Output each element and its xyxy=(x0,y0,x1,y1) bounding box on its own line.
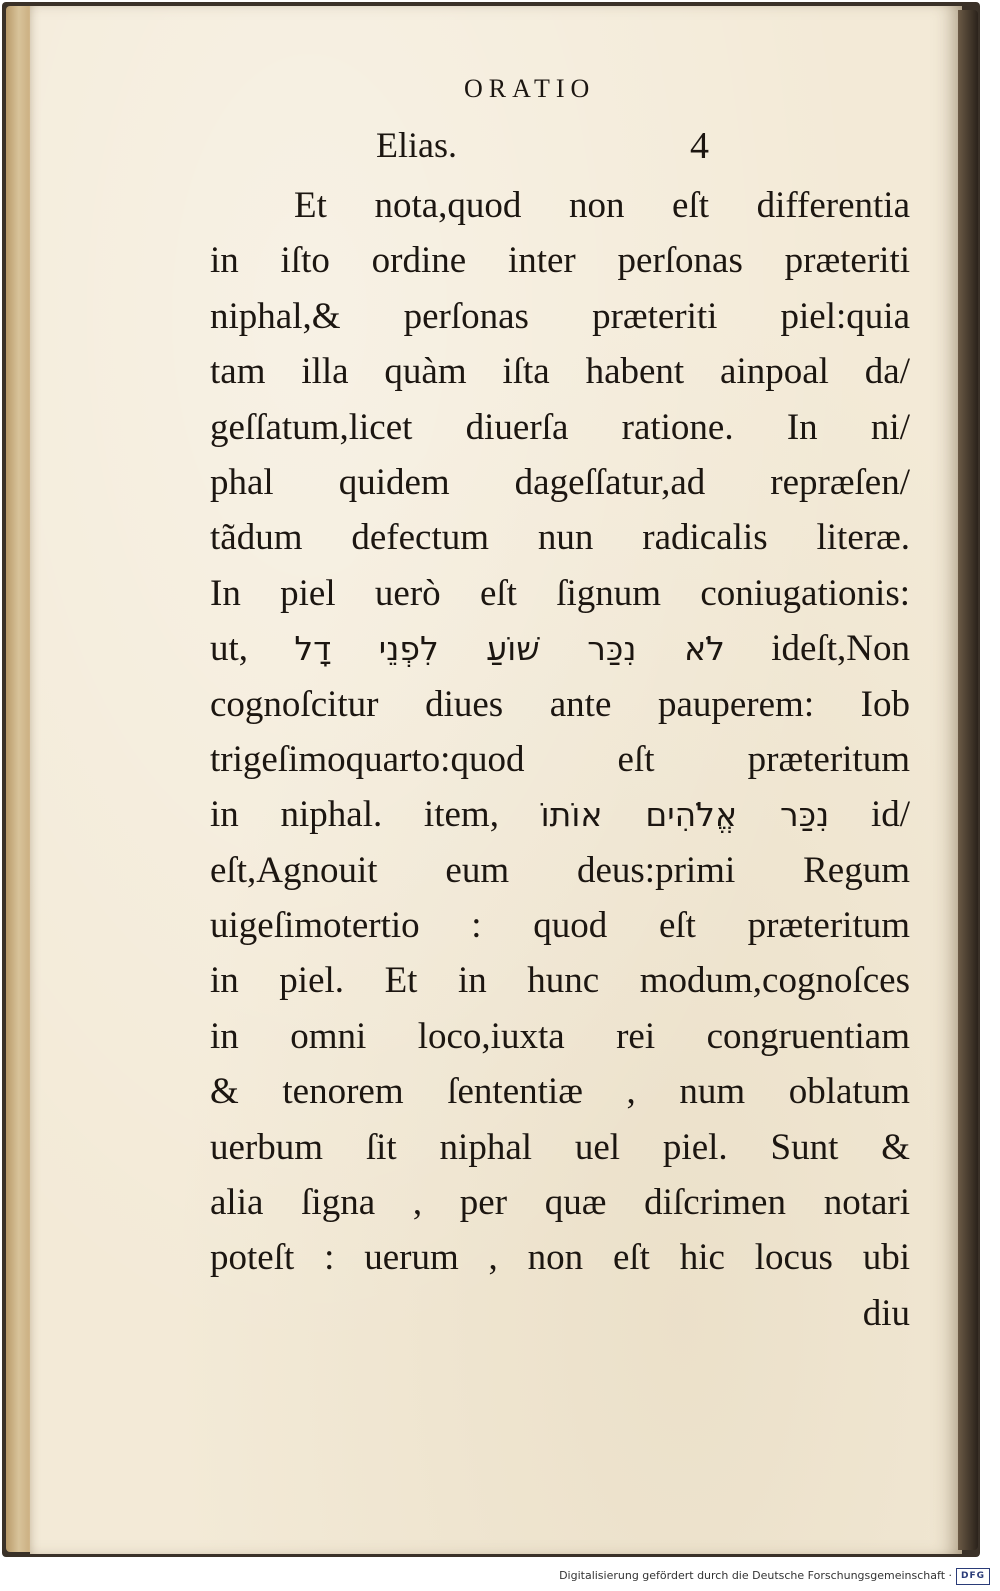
folio-number: 4 xyxy=(690,125,709,167)
text-line: niphal,& perſonas præteriti piel:quia xyxy=(210,295,910,337)
text-after: ideſt,Non xyxy=(771,628,910,670)
text-line: & tenorem ſententiæ , num oblatum xyxy=(210,1071,910,1113)
catchword: diu xyxy=(862,1292,910,1334)
text-line: in piel. Et in hunc modum,cognoſces xyxy=(210,960,910,1002)
text-line: in omni loco,iuxta rei congruentiam xyxy=(210,1015,910,1057)
text-line: in iſto ordine inter perſonas præteriti xyxy=(210,240,910,282)
footer-bar xyxy=(0,1563,1000,1591)
hebrew-quote: לֹא נִכַּר שׁוֹעַ לִפְנֵי דָל xyxy=(294,629,725,669)
text-line: Et nota,quod non eſt differentia xyxy=(294,185,910,226)
text-line: cognoſcitur diues ante pauperem: Iob xyxy=(210,683,910,725)
dfg-logo: DFG xyxy=(956,1568,990,1585)
text-line-hebrew xyxy=(210,621,910,676)
text-line: tãdum defectum nun radicalis literæ. xyxy=(210,517,910,559)
text-line: tam illa quàm iſta habent ainpoal da/ xyxy=(210,351,910,393)
text-after: id/ xyxy=(870,794,910,836)
text-line: eſt,Agnouit eum deus:primi Regum xyxy=(210,849,910,891)
text-before: ut, xyxy=(210,628,249,670)
text-line: uigeſimotertio : quod eſt præteritum xyxy=(210,905,910,947)
text-before: in niphal. item, xyxy=(210,794,499,836)
text-line: In piel uerò eſt ſignum coniugationis: xyxy=(210,572,910,614)
text-line-hebrew xyxy=(210,787,910,842)
text-line: poteſt : uerum , non eſt hic locus ubi xyxy=(210,1237,910,1279)
text-line: trigeſimoquarto:quod eſt præteritum xyxy=(210,738,910,780)
text-line: alia ſigna , per quæ diſcrimen notari xyxy=(210,1182,910,1224)
book-spine xyxy=(958,10,978,1550)
head-left: Elias. xyxy=(376,125,457,165)
text-line: uerbum ſit niphal uel piel. Sunt & xyxy=(210,1126,910,1168)
footer-credit: Digitalisierung gefördert durch die Deutsche Forschungsgemeinschaft · xyxy=(559,1569,952,1582)
text-line: geſſatum,licet diuerſa ratione. In ni/ xyxy=(210,406,910,448)
text-line: phal quidem dageſſatur,ad repræſen/ xyxy=(210,461,910,503)
body-text xyxy=(210,178,910,1341)
hebrew-quote: נִכַּר אֱלֹהִים אוֹתוֹ xyxy=(540,795,830,835)
running-head: ORATIO xyxy=(464,74,596,103)
